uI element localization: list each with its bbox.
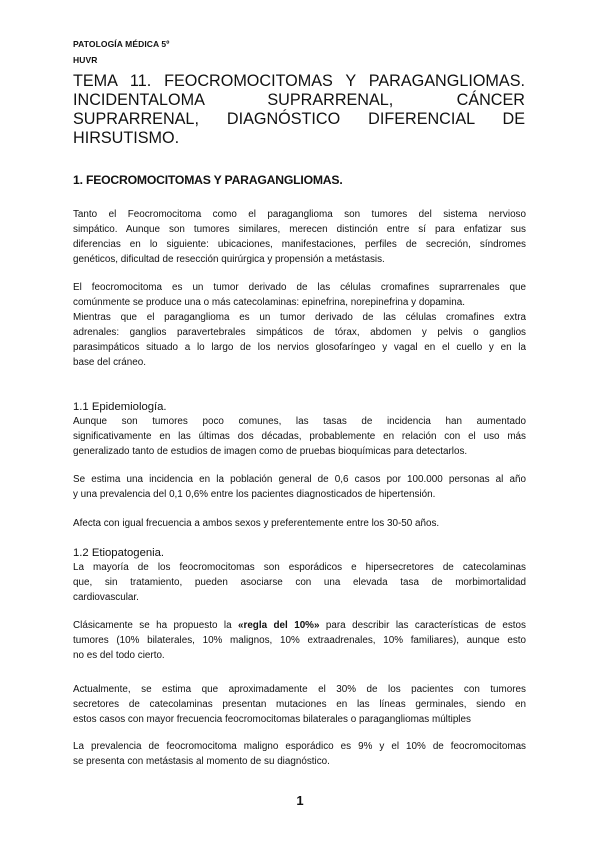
text-line: secretores de catecolaminas presentan mutaciones en las líneas germinales, siendo en <box>73 699 526 710</box>
header-course: PATOLOGÍA MÉDICA 5º <box>73 39 170 49</box>
text-line: simpático. Aunque son tumores similares, merecen distinción entre sí para enfatizar sus <box>73 224 526 235</box>
text-line: La mayoría de los feocromocitomas son esporádicos e hipersecretores de catecolaminas <box>73 562 526 573</box>
text-line: Clásicamente se ha propuesto la «regla del 10%» para describir las características de estos <box>73 620 526 631</box>
text-line: estos casos con mayor frecuencia feocromocitomas bilaterales o paragangliomas múltiples <box>73 714 471 725</box>
paragraph-mutaciones <box>73 682 526 727</box>
paragraph-intro <box>73 207 526 267</box>
text-line: Mientras que el paraganglioma es un tumor derivado de las células cromafines extra <box>73 312 526 323</box>
paragraph-feocromocitoma <box>73 280 526 310</box>
text-line: Afecta con igual frecuencia a ambos sexos y preferentemente entre los 30-50 años. <box>73 518 440 529</box>
paragraph-maligno <box>73 739 526 769</box>
text-line: genéticos, dificultad de resección quirúrgica y propensión a metástasis. <box>73 254 385 265</box>
document-title <box>73 72 525 148</box>
text-line: y una prevalencia del 0,1 0,6% entre los pacientes diagnosticados de hipertensión. <box>73 489 436 500</box>
title-line: TEMA 11. FEOCROMOCITOMAS Y PARAGANGLIOMAS. <box>73 72 525 90</box>
paragraph-paraganglioma <box>73 310 526 370</box>
text-line: no es del todo cierto. <box>73 650 165 661</box>
text-line: base del cráneo. <box>73 357 147 368</box>
title-line: SUPRARRENAL, DIAGNÓSTICO DIFERENCIAL DE <box>73 110 525 128</box>
text-line: adrenales: ganglios paravertebrales simpáticos de tórax, abdomen y pelvis o ganglios <box>73 327 526 338</box>
text-line: que, sin tratamiento, pueden asociarse con una elevada tasa de morbimortalidad <box>73 577 526 588</box>
text-line: generalizado tanto de estudios de imagen como de pruebas bioquímicas para detectarlos. <box>73 446 468 457</box>
text-line: Actualmente, se estima que aproximadamente el 30% de los pacientes con tumores <box>73 684 526 695</box>
subsection-etiopatogenia: 1.2 Etiopatogenia. <box>73 547 165 559</box>
text-line: La prevalencia de feocromocitoma maligno esporádico es 9% y el 10% de feocromocitomas <box>73 741 526 752</box>
text-line: Tanto el Feocromocitoma como el paraganglioma son tumores del sistema nervioso <box>73 209 526 220</box>
text-line: significativamente en las últimas dos décadas, probablemente en relación con el uso más <box>73 431 526 442</box>
regla-10-emphasis: «regla del 10%» <box>237 620 320 631</box>
text-line: Se estima una incidencia en la población general de 0,6 casos por 100.000 personas al año <box>73 474 526 485</box>
text-line: cardiovascular. <box>73 592 139 603</box>
title-line: INCIDENTALOMA SUPRARRENAL, CÁNCER <box>73 91 525 109</box>
text-line: parasimpáticos situado a lo largo de los nervios glosofaríngeo y vagal en el cuello y en la <box>73 342 526 353</box>
title-line: HIRSUTISMO. <box>73 129 180 147</box>
paragraph-etiopatogenia <box>73 560 526 605</box>
paragraph-regla-10 <box>73 618 526 663</box>
text-line: se presenta con metástasis al momento de su diagnóstico. <box>73 756 330 767</box>
page-number: 1 <box>296 793 304 808</box>
paragraph-sexos <box>73 516 526 531</box>
header-hospital: HUVR <box>73 55 98 65</box>
text-line: comúnmente se produce una o más catecolaminas: epinefrina, norepinefrina y dopamina. <box>73 297 465 308</box>
paragraph-incidencia <box>73 472 526 502</box>
subsection-epidemiologia: 1.1 Epidemiología. <box>73 401 167 413</box>
text-line: El feocromocitoma es un tumor derivado de las células cromafines suprarrenales que <box>73 282 526 293</box>
paragraph-epidemiologia <box>73 414 526 459</box>
section-heading: 1. FEOCROMOCITOMAS Y PARAGANGLIOMAS. <box>73 173 343 187</box>
text-line: Aunque son tumores poco comunes, las tasas de incidencia han aumentado <box>73 416 526 427</box>
text-line: diferencias en lo siguiente: ubicaciones, manifestaciones, perfiles de secreción, síndromes <box>73 239 526 250</box>
text-line: tumores (10% bilaterales, 10% malignos, 10% extraadrenales, 10% familiares), aunque esto <box>73 635 526 646</box>
